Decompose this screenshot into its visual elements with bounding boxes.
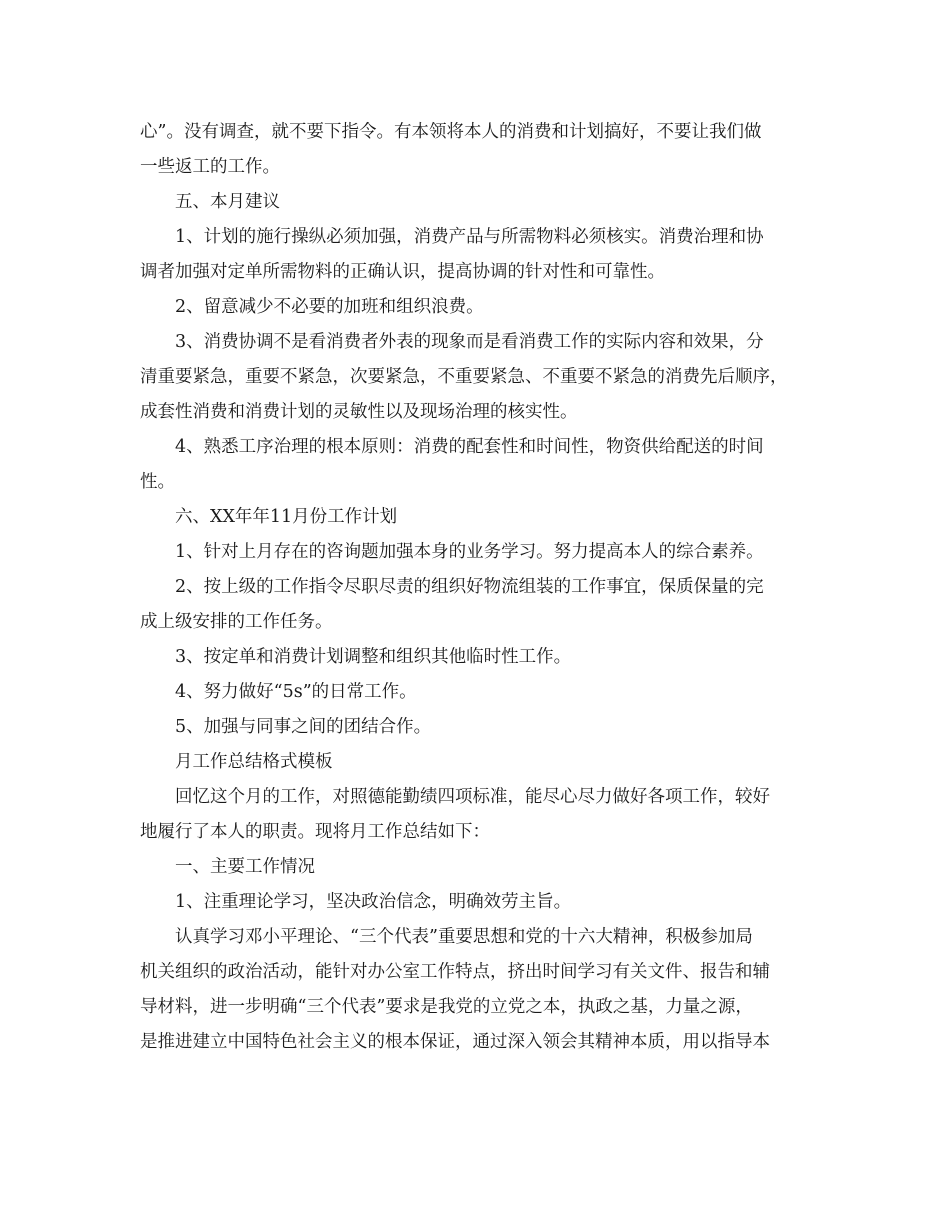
text-line: 成上级安排的工作任务。	[140, 612, 333, 632]
section-heading: 六、XX年年11月份工作计划	[140, 507, 398, 527]
text-line: 导材料，进一步明确“三个代表”要求是我党的立党之本，执政之基，力量之源，	[140, 997, 753, 1017]
text-line: 是推进建立中国特色社会主义的根本保证，通过深入领会其精神本质，用以指导本	[140, 1032, 770, 1052]
section-heading: 五、本月建议	[140, 192, 280, 212]
text-line: 成套性消费和消费计划的灵敏性以及现场治理的核实性。	[140, 402, 578, 422]
text-line: 3、按定单和消费计划调整和组织其他临时性工作。	[140, 647, 572, 667]
text-line: 回忆这个月的工作，对照德能勤绩四项标准，能尽心尽力做好各项工作，较好	[140, 787, 770, 807]
text-line: 5、加强与同事之间的团结合作。	[140, 717, 432, 737]
text-line: 1、针对上月存在的咨询题加强本身的业务学习。努力提高本人的综合素养。	[140, 542, 764, 562]
text-line: 机关组织的政治活动，能针对办公室工作特点，挤出时间学习有关文件、报告和辅	[140, 962, 770, 982]
text-line: 4、熟悉工序治理的根本原则：消费的配套性和时间性，物资供给配送的时间	[140, 437, 764, 457]
text-line: 2、按上级的工作指令尽职尽责的组织好物流组装的工作事宜，保质保量的完	[140, 577, 764, 597]
text-line: 4、努力做好“5s”的日常工作。	[140, 682, 417, 702]
text-line: 1、注重理论学习，坚决政治信念，明确效劳主旨。	[140, 892, 572, 912]
text-line: 1、计划的施行操纵必须加强，消费产品与所需物料必须核实。消费治理和协	[140, 227, 764, 247]
text-line: 认真学习邓小平理论、“三个代表”重要思想和党的十六大精神，积极参加局	[140, 927, 753, 947]
section-heading: 一、主要工作情况	[140, 857, 315, 877]
text-line: 性。	[140, 472, 175, 492]
text-line: 一些返工的工作。	[140, 157, 280, 177]
text-line: 调者加强对定单所需物料的正确认识，提高协调的针对性和可靠性。	[140, 262, 665, 282]
document-body	[140, 115, 812, 1060]
text-line: 清重要紧急，重要不紧急，次要紧急，不重要紧急、不重要不紧急的消费先后顺序，	[140, 367, 788, 387]
section-heading: 月工作总结格式模板	[140, 752, 333, 772]
text-line: 地履行了本人的职责。现将月工作总结如下：	[140, 822, 490, 842]
text-line: 2、留意减少不必要的加班和组织浪费。	[140, 297, 484, 317]
text-line: 3、消费协调不是看消费者外表的现象而是看消费工作的实际内容和效果，分	[140, 332, 764, 352]
text-line: 心”。没有调查，就不要下指令。有本领将本人的消费和计划搞好，不要让我们做	[140, 122, 762, 142]
